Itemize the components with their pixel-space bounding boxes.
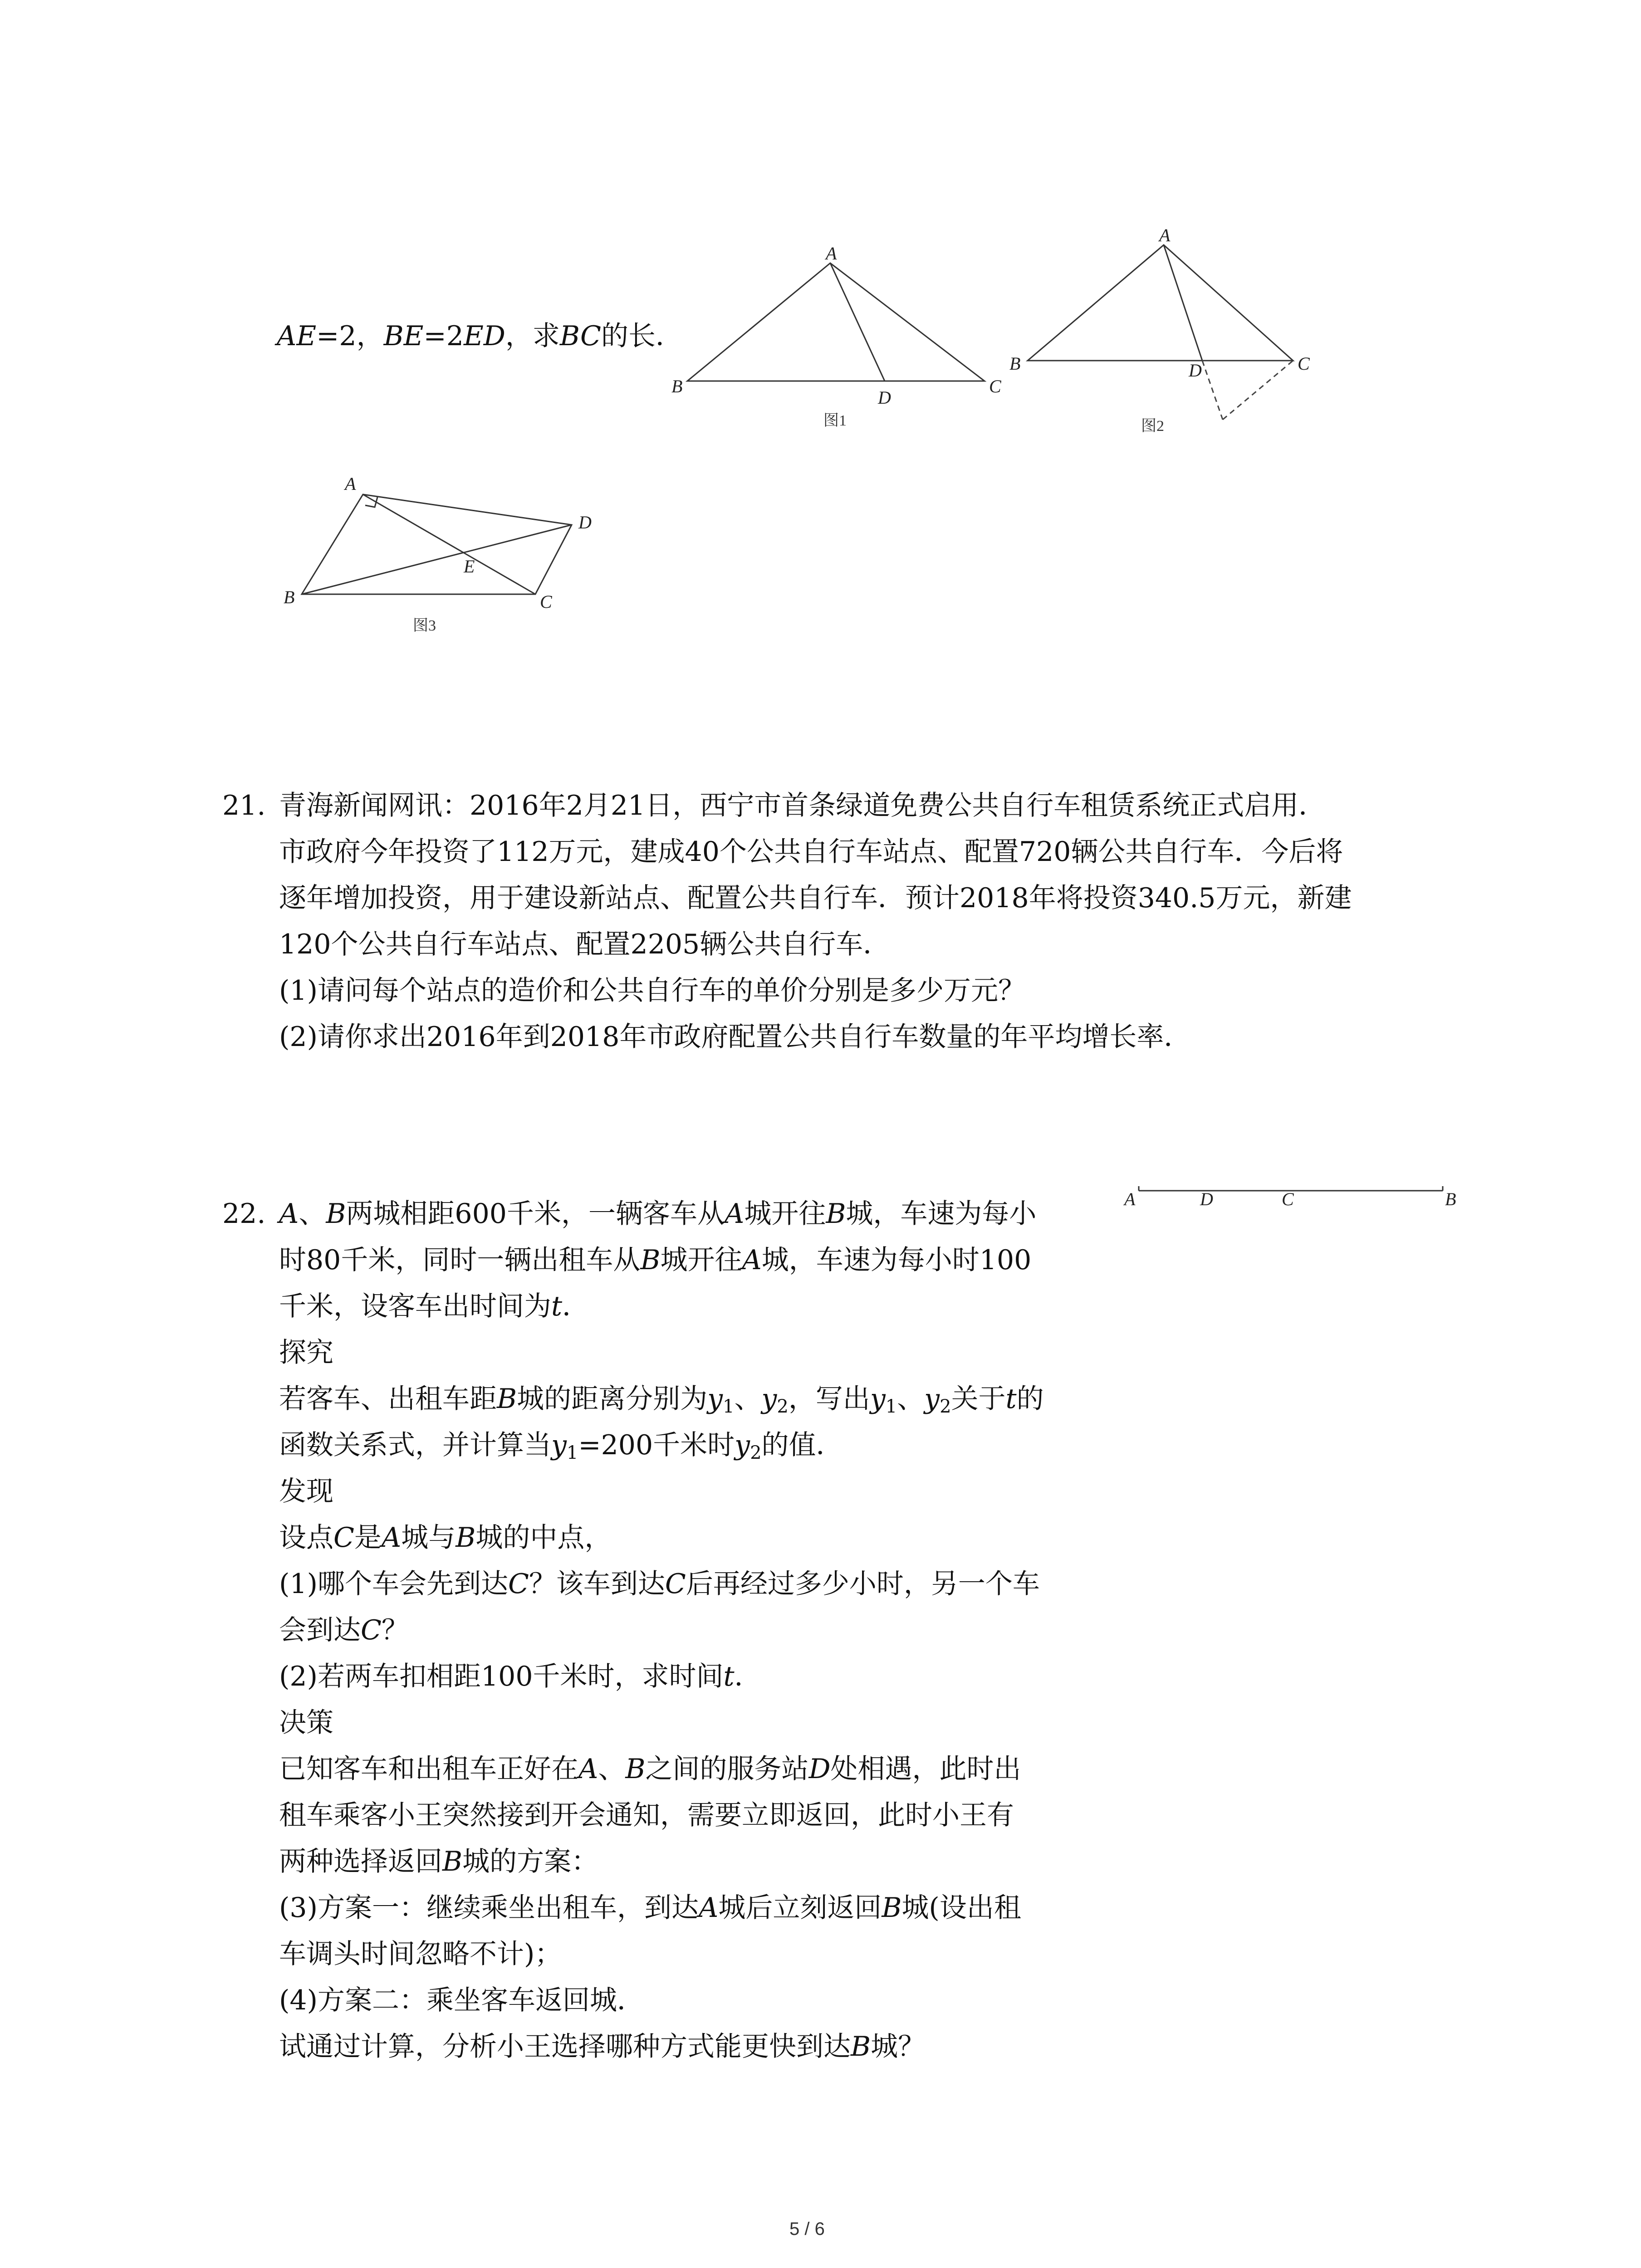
q22-heading-explore: 探究: [279, 1337, 333, 1369]
q22-line-3: 千米，设客车出时间为t．: [279, 1290, 590, 1322]
question-22-number: 22.: [222, 1198, 266, 1230]
fig2-label-c: C: [1298, 353, 1310, 374]
fig2-label-b: B: [1009, 353, 1021, 374]
line-label-d: D: [1200, 1189, 1213, 1209]
q22-line-2: 时80千米，同时一辆出租车从B城开往A城，车速为每小时100: [279, 1244, 1032, 1276]
figure-1: [671, 236, 1007, 435]
figure-3: [281, 467, 617, 649]
q22-line-8: 设点C是A城与B城的中点，: [279, 1522, 612, 1554]
q22-line-15: 两种选择返回B城的方案：: [279, 1846, 599, 1877]
line-label-c: C: [1282, 1189, 1294, 1209]
fig2-caption: 图2: [1141, 418, 1164, 435]
fig3-label-a: A: [345, 474, 356, 494]
fig1-label-c: C: [989, 376, 1001, 396]
prev-question-line: AE=2，BE=2ED，求BC的长．: [277, 320, 683, 352]
fig3-label-b: B: [284, 587, 295, 607]
math-ED: ED: [463, 320, 505, 352]
fig2-dashed-to-c: [1223, 361, 1293, 420]
question-21-body: [279, 782, 1352, 1060]
q21-line-6: (2)请你求出2016年到2018年市政府配置公共自行车数量的年平均增长率．: [279, 1021, 1191, 1053]
line-label-b: B: [1445, 1189, 1456, 1209]
fig1-label-d: D: [878, 387, 891, 408]
line-label-a: A: [1124, 1189, 1136, 1209]
q22-line-1: A、B两城相距600千米，一辆客车从A城开往B城，车速为每小: [279, 1198, 1037, 1230]
fig1-segment-ad: [830, 263, 885, 381]
fig2-label-a: A: [1159, 225, 1171, 245]
q21-line-2: 市政府今年投资了112万元，建成40个公共自行车站点、配置720辆公共自行车．今后将: [279, 836, 1343, 868]
fig2-triangle-abc: [1028, 245, 1293, 361]
q21-line-1: 青海新闻网讯：2016年2月21日，西宁市首条绿道免费公共自行车租赁系统正式启用．: [279, 790, 1326, 821]
q22-line-9: (1)哪个车会先到达C？该车到达C后再经过多少小时，另一个车: [279, 1568, 1040, 1600]
fig3-label-d: D: [578, 512, 592, 533]
q22-heading-discover: 发现: [279, 1476, 333, 1507]
fig1-caption: 图1: [823, 412, 847, 429]
fig1-label-b: B: [671, 376, 683, 396]
q21-line-5: (1)请问每个站点的造价和公共自行车的单价分别是多少万元？: [279, 975, 1025, 1007]
q22-heading-decide: 决策: [279, 1707, 333, 1739]
fig1-label-a: A: [826, 243, 837, 264]
fig3-label-e: E: [464, 556, 475, 577]
fig3-label-c: C: [540, 591, 552, 612]
fig3-diagonal-ac: [363, 494, 535, 594]
q22-line-6: 函数关系式，并计算当$y_1=200$千米时$y_2$的值．: [279, 1429, 843, 1463]
figure-number-line: [1121, 1173, 1465, 1213]
q22-line-18: (4)方案二：乘坐客车返回城．: [279, 1984, 644, 2016]
fig1-triangle-abc: [687, 263, 985, 381]
page-number: 5 / 6: [789, 2219, 825, 2239]
fig3-caption: 图3: [413, 617, 436, 634]
q22-line-14: 租车乘客小王突然接到开会通知，需要立即返回，此时小王有: [279, 1799, 1014, 1831]
q22-line-17: 车调头时间忽略不计)；: [279, 1938, 562, 1970]
fig2-dashed-extension: [1202, 361, 1223, 420]
math-BE: BE: [383, 320, 424, 352]
fig2-label-d: D: [1189, 360, 1202, 381]
q22-line-5: 若客车、出租车距B城的距离分别为$y_1$、$y_2$，写出$y_1$、$y_2$关于t的: [279, 1383, 1044, 1417]
fig3-quadrilateral-abcd: [302, 494, 572, 594]
q21-line-4: 120个公共自行车站点、配置2205辆公共自行车．: [279, 929, 891, 960]
q22-line-19: 试通过计算，分析小王选择哪种方式能更快到达B城？: [279, 2031, 926, 2063]
q22-line-16: (3)方案一：继续乘坐出租车，到达A城后立刻返回B城(设出租: [279, 1892, 1021, 1924]
figure-2: [1003, 218, 1347, 454]
question-21-number: 21.: [222, 790, 266, 821]
math-AE: AE: [277, 320, 317, 352]
fig3-diagonal-bd: [302, 525, 572, 594]
q22-line-13: 已知客车和出租车正好在A、B之间的服务站D处相遇，此时出: [279, 1753, 1021, 1785]
q22-line-10: 会到达C？: [279, 1614, 409, 1646]
q22-line-11: (2)若两车扣相距100千米时，求时间t．: [279, 1661, 762, 1692]
math-BC: BC: [559, 320, 601, 352]
q21-line-3: 逐年增加投资，用于建设新站点、配置公共自行车．预计2018年将投资340.5万元，新建: [279, 882, 1352, 914]
question-22-body: [279, 1191, 1044, 2070]
